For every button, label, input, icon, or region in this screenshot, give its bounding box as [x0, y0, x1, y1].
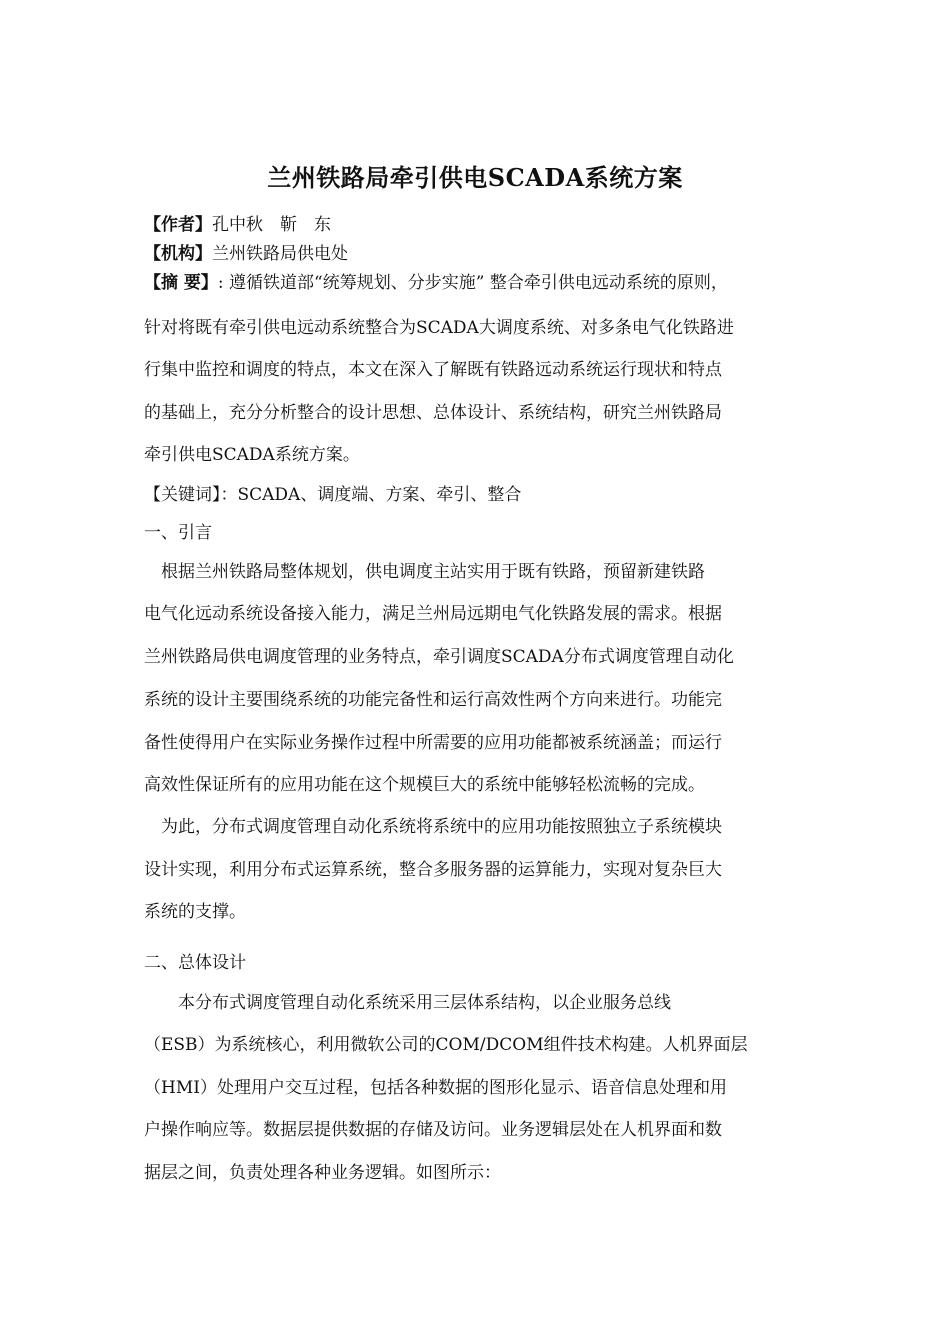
paragraph-line: 本分布式调度管理自动化系统采用三层体系结构，以企业服务总线	[144, 993, 671, 1013]
keywords-line: 【关键词】：SCADA、调度端、方案、牵引、整合	[144, 485, 522, 505]
abstract-text: 针对将既有牵引供电远动系统整合为SCADA大调度系统、对多条电气化铁路进	[144, 318, 734, 338]
section-heading-intro: 一、引言	[144, 523, 212, 543]
abstract-text: 牵引供电SCADA系统方案。	[144, 445, 360, 465]
paragraph-line: 系统的设计主要围绕系统的功能完备性和运行高效性两个方向来进行。功能完	[144, 690, 722, 710]
author-label: 【作者】	[144, 215, 212, 235]
institution-line	[144, 239, 824, 264]
abstract-text: 行集中监控和调度的特点，本文在深入了解既有铁路远动系统运行现状和特点	[144, 360, 722, 380]
paragraph-line: （ESB）为系统核心，利用微软公司的COM/DCOM组件技术构建。人机界面层	[144, 1035, 748, 1055]
abstract-text: 的基础上，充分分析整合的设计思想、总体设计、系统结构，研究兰州铁路局	[144, 403, 722, 423]
paragraph-line: 为此，分布式调度管理自动化系统将系统中的应用功能按照独立子系统模块	[144, 817, 722, 837]
abstract-label: 【摘 要】	[144, 273, 218, 293]
paragraph-line: 兰州铁路局供电调度管理的业务特点，牵引调度SCADA分布式调度管理自动化	[144, 647, 734, 667]
document-title: 兰州铁路局牵引供电SCADA系统方案	[267, 163, 683, 192]
paragraph-line: 电气化远动系统设备接入能力，满足兰州局远期电气化铁路发展的需求。根据	[144, 604, 722, 624]
institution-value: 兰州铁路局供电处	[212, 244, 348, 264]
paragraph-line: 据层之间，负责处理各种业务逻辑。如图所示：	[144, 1163, 501, 1183]
abstract-text: : 遵循铁道部“统筹规划、分步实施” 整合牵引供电远动系统的原则，	[217, 273, 728, 293]
paragraph-line: （HMI）处理用户交互过程，包括各种数据的图形化显示、语音信息处理和用	[144, 1078, 727, 1098]
paragraph-line: 根据兰州铁路局整体规划，供电调度主站实用于既有铁路，预留新建铁路	[144, 562, 705, 582]
author-line	[144, 210, 824, 235]
paragraph-line: 系统的支撑。	[144, 902, 246, 922]
author-value: 孔中秋 靳 东	[212, 215, 331, 235]
abstract-line	[144, 268, 824, 293]
paragraph-line: 高效性保证所有的应用功能在这个规模巨大的系统中能够轻松流畅的完成。	[144, 775, 705, 795]
paragraph-line: 设计实现，利用分布式运算系统，整合多服务器的运算能力，实现对复杂巨大	[144, 860, 722, 880]
paragraph-line: 户操作响应等。数据层提供数据的存储及访问。业务逻辑层处在人机界面和数	[144, 1120, 722, 1140]
section-heading-design: 二、总体设计	[144, 953, 246, 973]
institution-label: 【机构】	[144, 244, 212, 264]
paragraph-line: 备性使得用户在实际业务操作过程中所需要的应用功能都被系统涵盖；而运行	[144, 733, 722, 753]
